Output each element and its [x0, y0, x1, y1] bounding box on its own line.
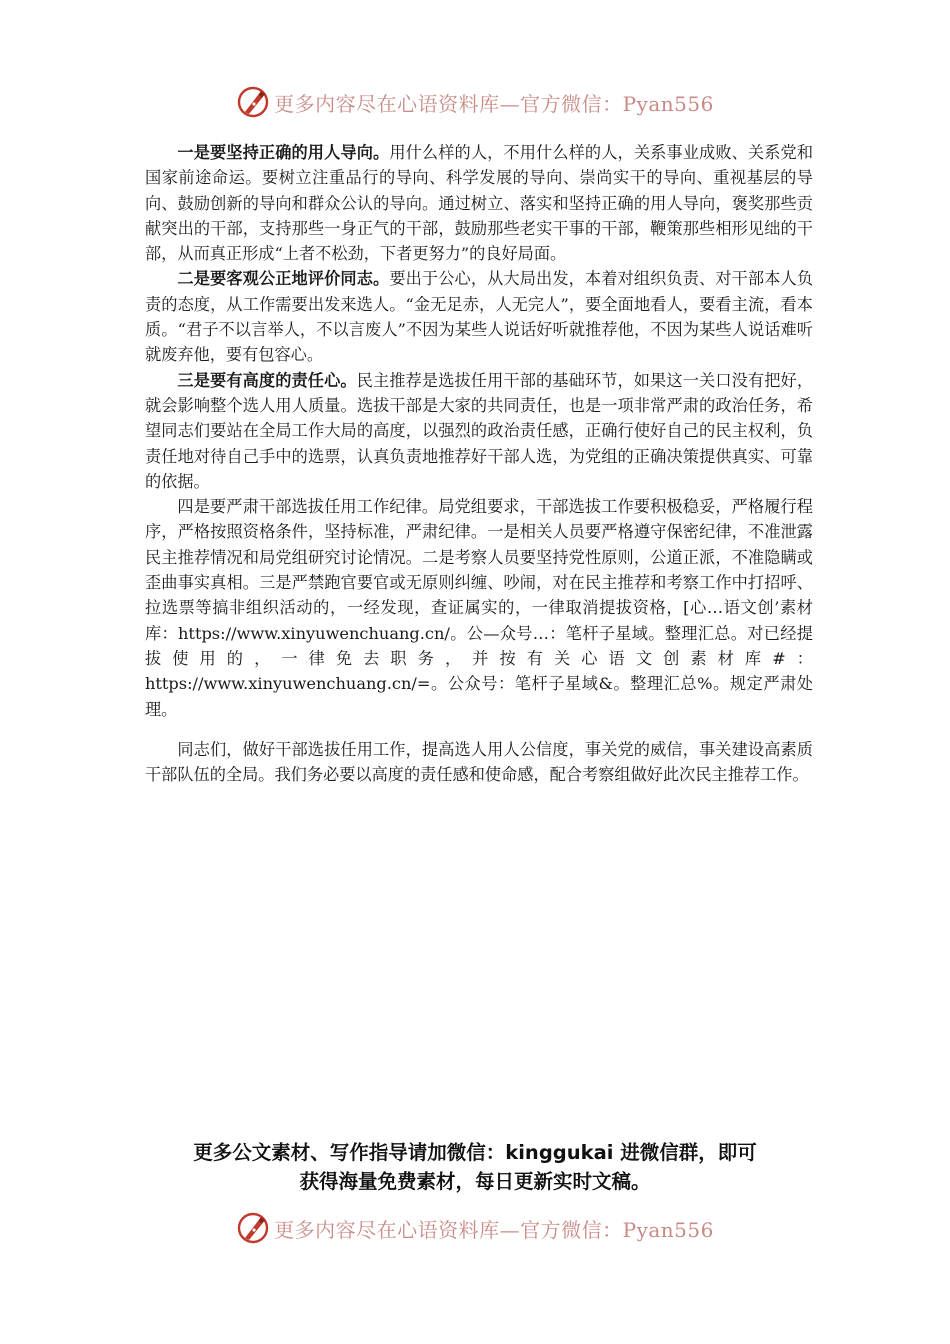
paragraph-5-body: 同志们，做好干部选拔任用工作，提高选人用人公信度，事关党的威信，事关建设高素质干部队伍的全局。我们务必要以高度的责任感和使命感，配合考察组做好此次民主推荐工作。: [145, 739, 813, 785]
paragraph-4-body: 四是要严肃干部选拔任用工作纪律。局党组要求，干部选拔工作要积极稳妥，严格履行程序，严格按照资格条件，坚持标准，严肃纪律。一是相关人员要严格遵守保密纪律，不准泄露民主推荐情况和局党组研究讨论情况。二是考察人员要坚持党性原则，公道正派，不准隐瞒或歪曲事实真相。三是严禁跑官要官或无原则纠缠、吵闹，对在民主推荐和考察工作中打招呼、拉选票等搞非组织活动的，一经发现，查证属实的，一律取消提拔资格，[心…语文创’素材库：https://www.xinyuwenchuang.cn/。公—众号…：笔杆子星域。整理汇总。对已经提拔使用的，一律免去职务，并按有关心语文创素材库#：https://www.xinyuwenchuang.cn/=。公众号：笔杆子星域&。整理汇总%。规定严肃处理。: [145, 497, 813, 719]
footer-banner: [0, 1208, 950, 1248]
paragraph-4: [145, 494, 813, 722]
paragraph-3-body: 民主推荐是选拔任用干部的基础环节，如果这一关口没有把好，就会影响整个选人用人质量。选拔干部是大家的共同责任，也是一项非常严肃的政治任务，希望同志们要站在全局工作大局的高度，以强烈的政治责任感，正确行使好自己的民主权利，负责任地对待自己手中的选票，认真负责地推荐好干部人选，为党组的正确决策提供真实、可靠的依据。: [145, 370, 814, 491]
paragraph-2-body: 要出于公心，从大局出发，本着对组织负责、对干部本人负责的态度，从工作需要出发来选人。“金无足赤，人无完人”，要全面地看人，要看主流，看本质。“君子不以言举人，不以言废人”不因为某些人说话好听就推荐他，不因为某些人说话难听就废弃他，要有包容心。: [145, 269, 814, 365]
paragraph-3: [145, 368, 813, 494]
document-body: [145, 140, 813, 787]
paragraph-2-lead: 二是要客观公正地评价同志。: [177, 269, 390, 289]
header-banner-text: 更多内容尽在心语资料库—官方微信：Pyan556: [274, 91, 714, 116]
paragraph-5: [145, 737, 813, 788]
footer-note: [0, 1138, 950, 1196]
pen-nib-logo-icon: [236, 1211, 270, 1245]
pen-nib-logo-icon: [236, 85, 270, 119]
paragraph-1-body: 用什么样的人，不用什么样的人，关系事业成败、关系党和国家前途命运。要树立注重品行的导向、科学发展的导向、崇尚实干的导向、重视基层的导向、鼓励创新的导向和群众公认的导向。通过树立、落实和坚持正确的用人导向，褒奖那些贡献突出的干部，支持那些一身正气的干部，鼓励那些老实干事的干部，鞭策那些相形见绌的干部，从而真正形成“上者不松劲，下者更努力”的良好局面。: [145, 143, 814, 264]
footer-note-line-1: 更多公文素材、写作指导请加微信：kinggukai 进微信群，即可: [193, 1141, 757, 1164]
footer-note-line-2: 获得海量免费素材，每日更新实时文稿。: [299, 1170, 651, 1193]
paragraph-1: [145, 140, 813, 266]
header-banner: [0, 82, 950, 122]
paragraph-2: [145, 266, 813, 367]
footer-banner-text: 更多内容尽在心语资料库—官方微信：Pyan556: [274, 1217, 714, 1242]
paragraph-3-lead: 三是要有高度的责任心。: [177, 370, 357, 390]
paragraph-1-lead: 一是要坚持正确的用人导向。: [177, 143, 390, 162]
